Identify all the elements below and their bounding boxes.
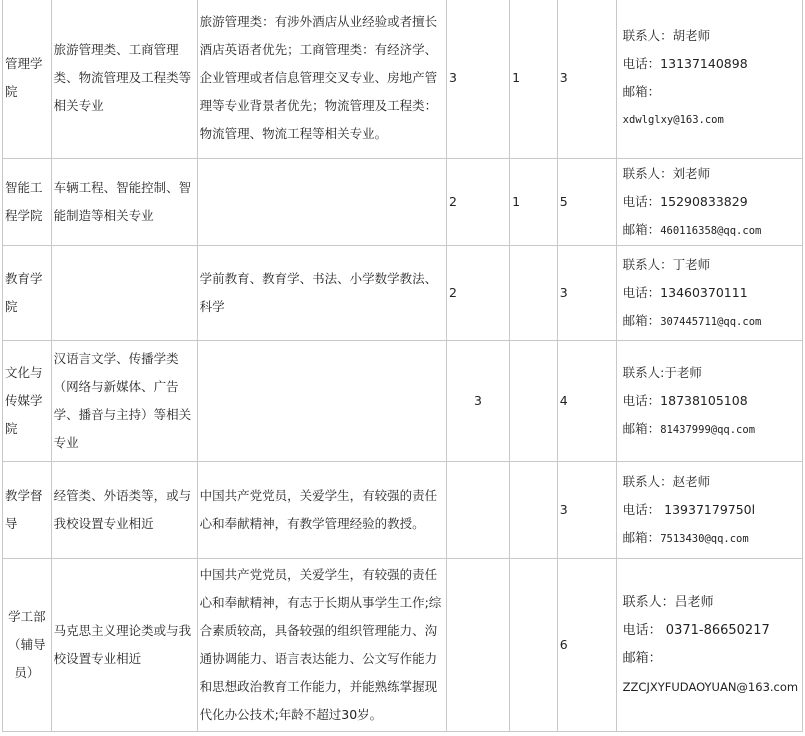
count-c-cell: 4 <box>557 341 616 462</box>
contact-cell <box>616 341 802 462</box>
requirement-cell: 中国共产党党员，关爱学生，有较强的责任心和奉献精神，有志于长期从事学生工作;综合素质较高，具备较强的组织管理能力、沟通协调能力、语言表达能力、公文写作能力和思想政治教育工作能力，并能熟练掌握现代化办公技术;年龄不超过30岁。 <box>197 559 446 732</box>
table-row <box>3 0 803 159</box>
dept-cell: 文化与传媒学院 <box>3 341 52 462</box>
requirement-cell: 学前教育、教育学、书法、小学数学教法、科学 <box>197 246 446 341</box>
count-a-cell: 3 <box>446 0 509 159</box>
count-a-cell <box>446 462 509 559</box>
count-a-cell: 2 <box>446 246 509 341</box>
requirement-cell: 旅游管理类：有涉外酒店从业经验或者擅长酒店英语者优先；工商管理类：有经济学、企业管理或者信息管理交叉专业、房地产管理等专业背景者优先；物流管理及工程类：物流管理、物流工程等相关专业。 <box>197 0 446 159</box>
table-row <box>3 462 803 559</box>
count-a-cell <box>446 559 509 732</box>
contact-email-line <box>623 415 800 444</box>
contact-name: 联系人：刘老师 <box>622 165 711 181</box>
major-cell: 汉语言文学、传播学类（网络与新媒体、广告学、播音与主持）等相关专业 <box>51 341 197 462</box>
contact-phone: 电话：18738105108 <box>622 392 748 408</box>
contact-cell <box>616 0 802 159</box>
dept-cell: 学工部（辅导员） <box>3 559 52 732</box>
contact-email[interactable]: ZZCJXYFUDAOYUAN@163.com <box>622 680 799 694</box>
contact-email-label: 邮箱： <box>622 221 661 237</box>
table-row <box>3 159 803 246</box>
contact-email[interactable]: xdwlglxy@163.com <box>622 113 724 126</box>
count-b-cell <box>510 462 558 559</box>
table-row <box>3 246 803 341</box>
contact-email-label: 邮箱： <box>622 312 661 328</box>
contact-email-line <box>623 524 800 553</box>
contact-email[interactable]: 307445711@qq.com <box>660 315 762 328</box>
contact-email-label: 邮箱： <box>622 529 661 545</box>
contact-name: 联系人：胡老师 <box>622 27 711 43</box>
contact-email-line <box>623 216 800 245</box>
dept-cell: 智能工程学院 <box>3 159 52 246</box>
contact-name: 联系人：赵老师 <box>622 473 711 489</box>
dept-cell: 管理学院 <box>3 0 52 159</box>
contact-phone: 电话：13460370111 <box>622 284 748 300</box>
contact-phone: 电话：13137140898 <box>622 55 748 71</box>
contact-cell <box>616 246 802 341</box>
count-b-cell: 1 <box>510 159 558 246</box>
count-a-cell: 3 <box>446 341 509 462</box>
contact-email-label: 邮箱： <box>622 651 662 666</box>
major-cell: 马克思主义理论类或与我校设置专业相近 <box>51 559 197 732</box>
table-row <box>3 559 803 732</box>
contact-name: 联系人:于老师 <box>622 364 702 380</box>
contact-phone: 电话： 0371-86650217 <box>622 623 770 638</box>
contact-email[interactable]: 460116358@qq.com <box>660 224 762 237</box>
count-c-cell: 3 <box>557 246 616 341</box>
count-a-cell: 2 <box>446 159 509 246</box>
contact-cell <box>616 159 802 246</box>
count-b-cell <box>510 246 558 341</box>
contact-email-label: 邮箱： <box>622 83 661 99</box>
count-c-cell: 5 <box>557 159 616 246</box>
dept-cell: 教育学院 <box>3 246 52 341</box>
count-b-cell <box>510 559 558 732</box>
major-cell <box>51 246 197 341</box>
contact-phone: 电话：15290833829 <box>622 193 748 209</box>
table-row <box>3 341 803 462</box>
count-b-cell <box>510 341 558 462</box>
count-c-cell: 3 <box>557 0 616 159</box>
major-cell: 旅游管理类、工商管理类、物流管理及工程类等相关专业 <box>51 0 197 159</box>
contact-cell <box>616 559 802 732</box>
contact-email[interactable]: 7513430@qq.com <box>660 532 749 545</box>
requirement-cell <box>197 159 446 246</box>
contact-name: 联系人：丁老师 <box>622 256 711 272</box>
dept-cell: 教学督导 <box>3 462 52 559</box>
contact-name: 联系人：吕老师 <box>622 595 714 610</box>
major-cell: 车辆工程、智能控制、智能制造等相关专业 <box>51 159 197 246</box>
count-b-cell: 1 <box>510 0 558 159</box>
contact-email[interactable]: 81437999@qq.com <box>660 423 756 436</box>
requirement-cell <box>197 341 446 462</box>
count-c-cell: 6 <box>557 559 616 732</box>
count-c-cell: 3 <box>557 462 616 559</box>
contact-email-line <box>623 307 800 336</box>
recruitment-table <box>2 0 803 732</box>
major-cell: 经管类、外语类等，或与我校设置专业相近 <box>51 462 197 559</box>
contact-phone: 电话： 13937179750l <box>622 501 756 517</box>
contact-email-label: 邮箱： <box>622 420 661 436</box>
requirement-cell: 中国共产党党员，关爱学生，有较强的责任心和奉献精神，有教学管理经验的教授。 <box>197 462 446 559</box>
contact-cell <box>616 462 802 559</box>
